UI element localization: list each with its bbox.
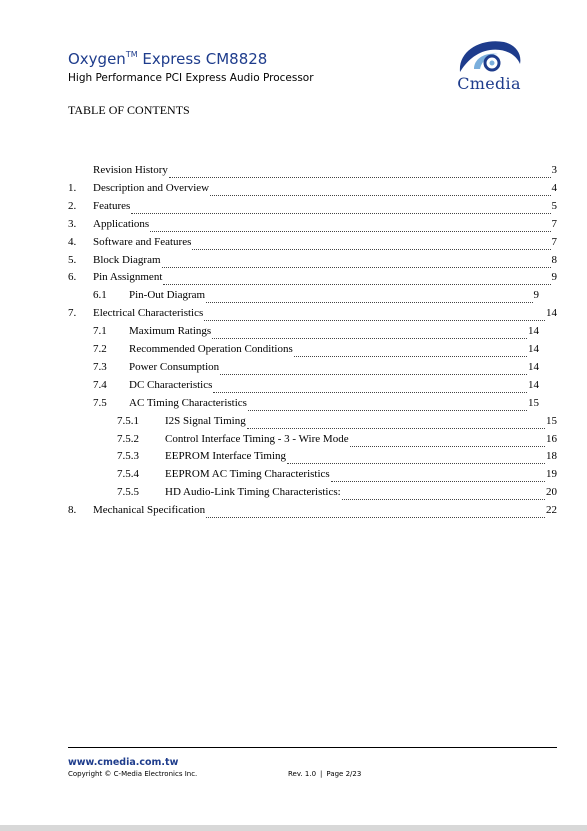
toc-entry-title: Electrical Characteristics <box>93 307 204 320</box>
toc-entry[interactable] <box>68 271 557 289</box>
toc-dot-leader <box>206 517 545 518</box>
toc-entry[interactable] <box>117 486 557 504</box>
toc-dot-leader <box>204 320 545 321</box>
toc-dot-leader <box>213 392 527 393</box>
page-bottom-band <box>0 825 587 831</box>
toc-entry[interactable] <box>68 254 557 272</box>
toc-entry[interactable] <box>93 325 539 343</box>
toc-entry-page: 15 <box>546 414 557 427</box>
toc-entry[interactable] <box>117 415 557 433</box>
toc-dot-leader <box>162 267 551 268</box>
toc-entry-number: 7.2 <box>93 343 107 355</box>
toc-entry-number: 3. <box>68 217 77 230</box>
toc-entry-number: 7.5.1 <box>117 414 139 427</box>
toc-dot-leader <box>169 177 551 178</box>
toc-entry-page: 14 <box>528 325 539 338</box>
toc-entry-page: 14 <box>528 343 539 355</box>
toc-entry-page: 16 <box>546 432 557 445</box>
toc-entry-page: 18 <box>546 450 557 463</box>
toc-entry[interactable] <box>68 236 557 254</box>
toc-entry-title: Block Diagram <box>93 253 161 266</box>
toc-dot-leader <box>294 356 527 357</box>
toc-entry-title: Control Interface Timing - 3 - Wire Mode <box>165 432 349 445</box>
toc-entry-number: 7.5.4 <box>117 468 139 481</box>
toc-entry-number: 7.3 <box>93 360 107 373</box>
toc-entry-number: 4. <box>68 235 77 248</box>
toc-dot-leader <box>287 463 545 464</box>
toc-entry-number: 7. <box>68 307 77 320</box>
toc-entry[interactable] <box>68 182 557 200</box>
footer-revision-page <box>288 770 361 778</box>
cmedia-logo <box>452 36 524 94</box>
trademark-mark: TM <box>125 50 138 59</box>
toc-entry-number: 5. <box>68 253 77 266</box>
toc-entry[interactable] <box>117 468 557 486</box>
toc-entry-title: Features <box>93 199 131 212</box>
toc-entry[interactable] <box>117 433 557 451</box>
toc-entry[interactable] <box>68 164 557 182</box>
product-title <box>68 50 267 68</box>
toc-dot-leader <box>131 213 550 214</box>
toc-dot-leader <box>210 195 550 196</box>
toc-entry-page: 15 <box>528 396 539 409</box>
toc-entry[interactable] <box>68 218 557 236</box>
footer-separator: | <box>320 770 323 778</box>
toc-dot-leader <box>212 338 527 339</box>
toc-entry-page: 9 <box>533 289 539 302</box>
toc-dot-leader <box>150 231 550 232</box>
toc-entry-number: 2. <box>68 199 77 212</box>
toc-entry[interactable] <box>93 397 539 415</box>
toc-heading: TABLE OF CONTENTS <box>68 103 190 117</box>
toc-entry-number: 7.5.2 <box>117 432 139 445</box>
toc-entry-title: Maximum Ratings <box>129 325 212 338</box>
toc-entry-title: AC Timing Characteristics <box>129 396 247 409</box>
toc-dot-leader <box>331 481 545 482</box>
toc-entry-page: 20 <box>546 486 557 499</box>
product-title-name: Oxygen <box>68 50 126 68</box>
toc-entry[interactable] <box>68 504 557 522</box>
toc-entry-page: 3 <box>551 164 557 176</box>
toc-entry[interactable] <box>93 343 539 361</box>
toc-entry-page: 9 <box>551 271 557 284</box>
product-title-model: Express CM8828 <box>137 50 268 68</box>
toc-entry-page: 19 <box>546 468 557 481</box>
toc-entry-title: Pin Assignment <box>93 271 163 284</box>
toc-entry-number: 1. <box>68 181 77 194</box>
toc-entry-title: I2S Signal Timing <box>165 414 246 427</box>
toc-entry-page: 14 <box>546 307 557 320</box>
toc-entry-number: 6.1 <box>93 289 107 302</box>
toc-entry[interactable] <box>93 379 539 397</box>
toc-entry-title: Software and Features <box>93 235 192 248</box>
toc-entry-page: 4 <box>551 181 557 194</box>
toc-dot-leader <box>206 302 532 303</box>
toc-entry-title: Mechanical Specification <box>93 504 206 517</box>
toc-dot-leader <box>163 284 550 285</box>
toc-entry-page: 7 <box>551 217 557 230</box>
toc-entry-title: Recommended Operation Conditions <box>129 343 293 355</box>
footer-revision: Rev. 1.0 <box>288 770 317 778</box>
toc-entry-title: Revision History <box>93 164 168 176</box>
toc-entry-page: 14 <box>528 378 539 391</box>
toc-entry-number: 7.4 <box>93 378 107 391</box>
toc-dot-leader <box>342 499 545 500</box>
toc-entry-page: 14 <box>528 360 539 373</box>
toc-entry-title: Description and Overview <box>93 181 210 194</box>
toc-entry-title: DC Characteristics <box>129 378 213 391</box>
toc-dot-leader <box>247 428 545 429</box>
cmedia-swirl-icon <box>452 36 524 76</box>
toc-entry-page: 5 <box>551 199 557 212</box>
toc-entry-page: 8 <box>551 253 557 266</box>
toc-entry-title: EEPROM Interface Timing <box>165 450 286 463</box>
toc-entry-number: 7.5.5 <box>117 486 139 499</box>
footer-divider <box>68 747 557 748</box>
toc-entry-title: Applications <box>93 217 150 230</box>
toc-entry-number: 7.5 <box>93 396 107 409</box>
toc-entry-title: Power Consumption <box>129 360 220 373</box>
toc-entry[interactable] <box>93 361 539 379</box>
toc-dot-leader <box>192 249 550 250</box>
toc-entry[interactable] <box>68 200 557 218</box>
toc-dot-leader <box>220 374 527 375</box>
toc-entry-number: 7.1 <box>93 325 107 338</box>
toc-entry-number: 8. <box>68 504 77 517</box>
product-subtitle: High Performance PCI Express Audio Processor <box>68 72 314 84</box>
toc-entry-title: HD Audio-Link Timing Characteristics: <box>165 486 341 499</box>
toc-entry-page: 22 <box>546 504 557 517</box>
toc-dot-leader <box>248 410 527 411</box>
toc-entry[interactable] <box>68 307 557 325</box>
toc-entry[interactable] <box>117 450 557 468</box>
footer-page-number: Page 2/23 <box>326 770 362 778</box>
footer-copyright: Copyright © C-Media Electronics Inc. <box>68 770 198 778</box>
toc-entry[interactable] <box>93 289 539 307</box>
logo-wordmark: Cmedia <box>457 74 521 93</box>
toc-dot-leader <box>350 446 545 447</box>
toc-entry-number: 7.5.3 <box>117 450 139 463</box>
toc-entry-number: 6. <box>68 271 77 284</box>
toc-entry-title: EEPROM AC Timing Characteristics <box>165 468 330 481</box>
footer-website-link[interactable]: www.cmedia.com.tw <box>68 757 179 768</box>
toc-entry-title: Pin-Out Diagram <box>129 289 206 302</box>
toc-entry-page: 7 <box>551 235 557 248</box>
